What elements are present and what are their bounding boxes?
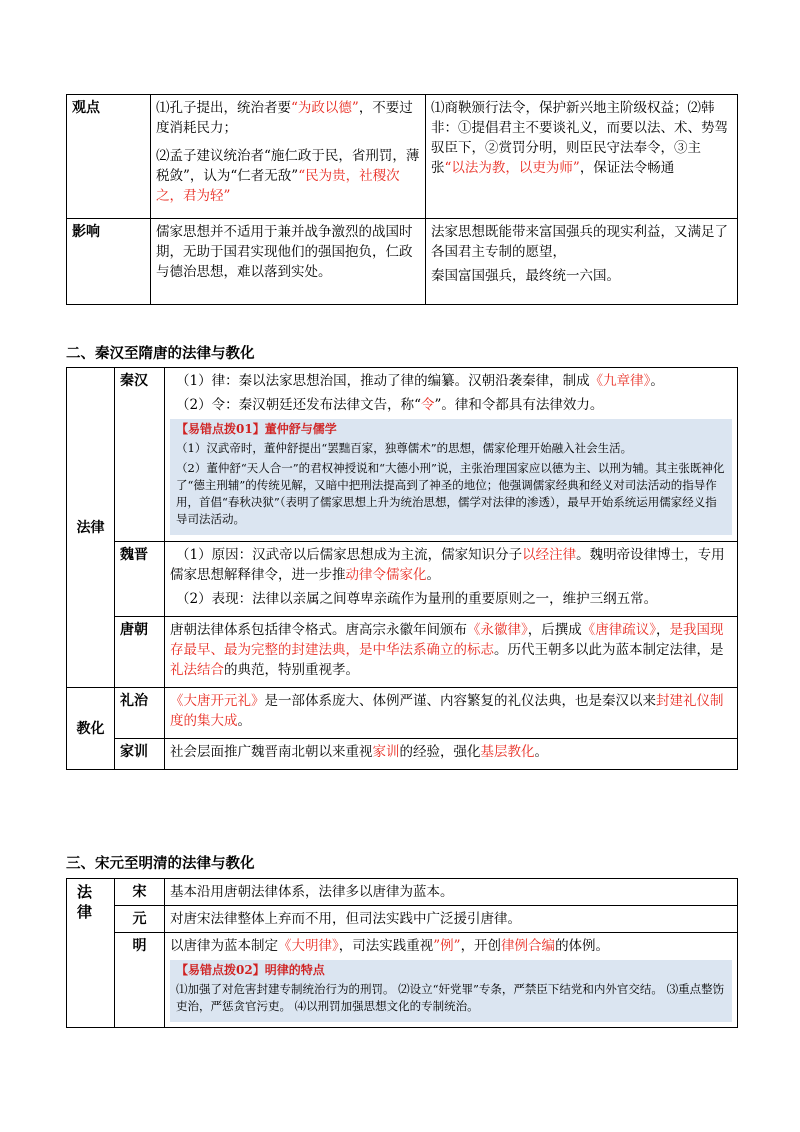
qinhan-content <box>165 368 738 542</box>
qinhan-law-end: 。 <box>650 373 664 389</box>
dynasty-song: 宋 <box>115 879 165 906</box>
legalist-impact-cell <box>426 219 738 305</box>
period-weijin: 魏晋 <box>115 542 165 617</box>
legalist-text-tail: ，保证法令畅通 <box>579 160 675 176</box>
confucius-key-phrase: “为政以德” <box>291 100 359 116</box>
tang-text-b: ，后撰成 <box>527 622 582 638</box>
weijin-reason-end: 。 <box>426 567 440 583</box>
table-row-qinhan <box>67 368 738 542</box>
item-lizhi: 礼治 <box>115 688 165 739</box>
decree-word: 令 <box>421 397 435 413</box>
tip-title-01: 【易错点拨01】董仲舒与儒学 <box>176 422 337 436</box>
weijin-key-2: 动律令儒家化 <box>345 567 427 583</box>
table-row-view <box>67 95 738 219</box>
ming-content <box>165 933 738 1028</box>
section-title-3: 三、宋元至明清的法律与教化 <box>66 856 255 872</box>
table-row-tang <box>67 617 738 688</box>
tip-box-02 <box>170 960 732 1022</box>
law-label-2-text: 法律 <box>77 883 93 921</box>
table-row-song <box>67 879 738 906</box>
weijin-content <box>165 542 738 617</box>
tang-text-c: ， <box>656 622 670 638</box>
jiaxun-text-c: 。 <box>534 744 548 760</box>
weijin-reason-text: （1）原因：汉武帝以后儒家思想成为主流，儒家知识分子 <box>176 547 523 563</box>
confucius-text: ⑴孔子提出，统治者要 <box>156 100 291 116</box>
weijin-key-1: 以经注律 <box>522 547 577 563</box>
qinhan-decree-text: （2）令：秦汉朝廷还发布法律文告，称“ <box>176 397 421 413</box>
lizhi-text-b: 。 <box>237 713 251 729</box>
confucian-impact-text: 儒家思想并不适用于兼并战争激烈的战国时期，无助于国君实现他们的强国抱负，仁政与德治思想，难以落到实处。 <box>156 224 413 280</box>
ming-text-d: 的体例。 <box>555 938 610 954</box>
table-row-impact <box>67 219 738 305</box>
qin-sui-tang-table <box>66 367 738 770</box>
legalist-view-cell <box>426 95 738 219</box>
tang-text-d: 。历代王朝多以此为蓝本制定法律，是 <box>494 642 724 658</box>
ming-combined-compilation: 律例合编 <box>501 938 556 954</box>
confucian-view-cell <box>151 95 426 219</box>
ming-precedent: ”例” <box>433 938 461 954</box>
item-jiaxun: 家训 <box>115 739 165 770</box>
tang-code-commentary: 《唐律疏议》 <box>581 622 656 638</box>
comparison-table <box>66 94 738 305</box>
nine-chapter-law: 《九章律》 <box>589 373 651 389</box>
jiaxun-text-b: 的经验，强化 <box>399 744 481 760</box>
row-label-view: 观点 <box>67 95 151 219</box>
kaiyuan-rites: 《大唐开元礼》 <box>170 693 265 709</box>
confucian-impact-cell <box>151 219 426 305</box>
mencius-text: ⑵孟子建议统治者“施仁政于民，省刑罚，薄税敛”，认为“仁者无敌” <box>156 148 420 184</box>
section-title-2: 二、秦汉至隋唐的法律与教化 <box>66 346 255 362</box>
legalist-key-phrase: “以法为教，以吏为师” <box>444 160 580 176</box>
period-tang: 唐朝 <box>115 617 165 688</box>
tip-box-01 <box>170 419 732 535</box>
song-ming-table <box>66 878 738 1028</box>
edu-label: 教化 <box>67 688 115 770</box>
tip-title-02: 【易错点拨02】明律的特点 <box>176 963 325 977</box>
confucius-text-tail: ，不要过度消耗民力； <box>156 100 413 136</box>
table-row-weijin <box>67 542 738 617</box>
ritual-law-combination: 礼法结合 <box>170 662 224 678</box>
tip-01-para-2: （2）董仲舒“天人合一”的君权神授说和“大德小刑”说，主张治理国家应以德为主、以刑为辅。其主张既神化了“德主刑辅”的传统见解，又暗中把刑法提高到了神圣的地位；他强调儒家经典和经义对司法活动的指导作用，首倡“春秋决狱”（表明了儒家思想上升为统治思想，儒学对法律的渗透），最早开始系统运用儒家经义指导司法活动。 <box>176 461 725 526</box>
qinhan-decree-end: ”。律和令都具有法律效力。 <box>434 397 604 413</box>
lizhi-key: 封建礼仪制度的集大成 <box>170 693 724 729</box>
ming-text-c: ，开创 <box>460 938 502 954</box>
table-row-lizhi <box>67 688 738 739</box>
ming-text-b: ，司法实践重视 <box>338 938 434 954</box>
weijin-manifest: （2）表现：法律以亲属之间尊卑亲疏作为量刑的重要原则之一，维护三纲五常。 <box>176 591 658 607</box>
law-label: 法律 <box>67 368 115 688</box>
ming-text-a: 以唐律为蓝本制定 <box>170 938 278 954</box>
tang-content <box>165 617 738 688</box>
legalist-text: ⑴商鞅颁行法令，保护新兴地主阶级权益；⑵韩非：①提倡君主不要谈礼义，而要以法、术、势驾驭臣下，②赏罚分明，则臣民守法奉令，③主张 <box>431 100 728 176</box>
tip-02-text: ⑴加强了对危害封建专制统治行为的刑罚。 ⑵设立“奸党罪”专条，严禁臣下结党和内外官交结。 ⑶重点整饬吏治，严惩贪官污吏。 ⑷以刑罚加强思想文化的专制统治。 <box>176 982 725 1013</box>
weijin-reason-mid: 。魏明帝设律博士，专用儒家思想解释律令，进一步推 <box>170 547 725 583</box>
tang-significance: 是我国现存最早、最为完整的封建法典，是中华法系确立的标志 <box>170 622 724 658</box>
lizhi-content <box>165 688 738 739</box>
qinhan-law-text: （1）律：秦以法家思想治国，推动了律的编纂。汉朝沿袭秦律，制成 <box>176 373 590 389</box>
table-row-ming <box>67 933 738 1028</box>
tip-01-para-1: （1）汉武帝时，董仲舒提出“罢黜百家，独尊儒术”的思想，儒家伦理开始融入社会生活。 <box>176 441 633 455</box>
ming-code: 《大明律》 <box>278 938 339 954</box>
law-label-2 <box>67 879 115 1028</box>
dynasty-yuan: 元 <box>115 906 165 933</box>
yuan-content: 对唐宋法律整体上弃而不用，但司法实践中广泛援引唐律。 <box>165 906 738 933</box>
tang-text-e: 的典范，特别重视孝。 <box>224 662 359 678</box>
yonghui-law: 《永徽律》 <box>467 622 528 638</box>
dynasty-ming: 明 <box>115 933 165 1028</box>
period-qinhan: 秦汉 <box>115 368 165 542</box>
table-row-yuan <box>67 906 738 933</box>
mencius-key-phrase: “民为贵，社稷次之，君为轻” <box>156 168 400 204</box>
legalist-impact-text-2: 秦国富国强兵，最终统一六国。 <box>431 268 620 284</box>
tang-text-a: 唐朝法律体系包括律令格式。唐高宗永徽年间颁布 <box>170 622 467 638</box>
family-instructions: 家训 <box>372 744 400 760</box>
grassroots-education: 基层教化 <box>480 744 535 760</box>
legalist-impact-text-1: 法家思想既能带来富国强兵的现实利益，又满足了各国君主专制的愿望， <box>431 224 728 260</box>
table-row-jiaxun <box>67 739 738 770</box>
jiaxun-text-a: 社会层面推广魏晋南北朝以来重视 <box>170 744 373 760</box>
jiaxun-content <box>165 739 738 770</box>
song-content: 基本沿用唐朝法律体系，法律多以唐律为蓝本。 <box>165 879 738 906</box>
lizhi-text-a: 是一部体系庞大、体例严谨、内容繁复的礼仪法典，也是秦汉以来 <box>264 693 656 709</box>
row-label-impact: 影响 <box>67 219 151 305</box>
